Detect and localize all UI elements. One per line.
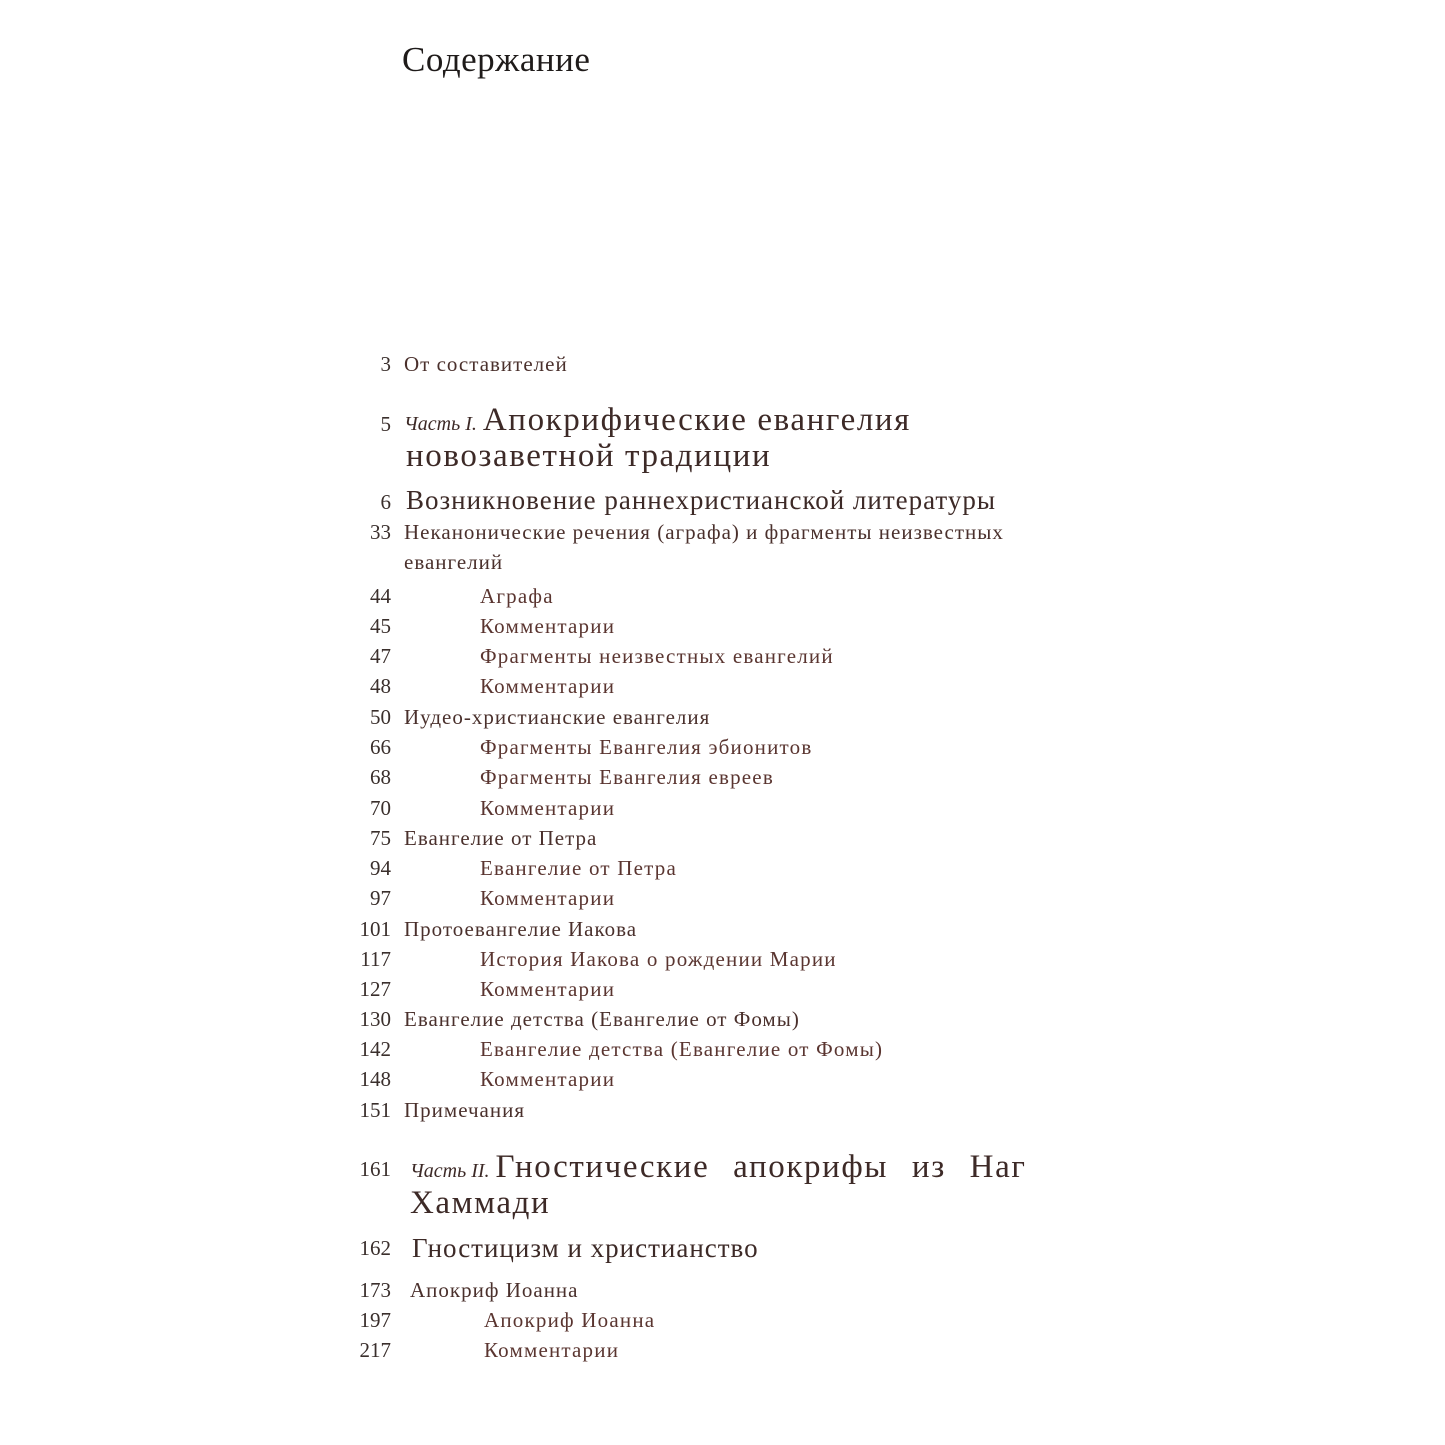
entry-label: Аграфа [480, 584, 554, 608]
page-number: 97 [370, 886, 391, 910]
page-number: 50 [370, 705, 391, 729]
page-number: 66 [370, 735, 391, 759]
page-number: 173 [359, 1278, 391, 1302]
entry-label: Комментарии [480, 796, 616, 820]
page-number: 130 [359, 1007, 391, 1031]
entry-label: Евангелие от Петра [404, 826, 598, 850]
page-title: Содержание [402, 40, 591, 79]
entry-label: Гностицизм и христианство [412, 1233, 759, 1263]
page-number: 47 [370, 644, 391, 668]
page-number: 94 [370, 856, 391, 880]
entry-label: Комментарии [480, 614, 616, 638]
part-label: Часть I. [404, 413, 477, 435]
part-title-line2: Хаммади [410, 1185, 551, 1221]
page-number: 75 [370, 826, 391, 850]
page-number: 197 [359, 1308, 391, 1332]
page-number: 151 [359, 1098, 391, 1122]
entry-label: История Иакова о рождении Марии [480, 947, 837, 971]
page-number: 162 [359, 1236, 391, 1260]
part-heading [404, 402, 911, 439]
page-number: 217 [359, 1338, 391, 1362]
page-number: 101 [359, 917, 391, 941]
entry-label: Возникновение раннехристианской литературы [406, 485, 996, 515]
page-number: 117 [360, 947, 391, 971]
part-heading [410, 1149, 1027, 1186]
page-number: 70 [370, 796, 391, 820]
entry-label: Евангелие детства (Евангелие от Фомы) [480, 1037, 884, 1061]
page-number: 5 [380, 412, 391, 436]
entry-label: Апокриф Иоанна [410, 1278, 579, 1302]
entry-label: Фрагменты Евангелия евреев [480, 765, 774, 789]
page-number: 44 [370, 584, 391, 608]
page-number: 48 [370, 674, 391, 698]
entry-label: Комментарии [480, 1067, 616, 1091]
entry-label: Евангелие детства (Евангелие от Фомы) [404, 1007, 800, 1031]
entry-label-line2: евангелий [404, 550, 504, 574]
entry-label: От составителей [404, 352, 568, 376]
entry-label-line1: Неканонические речения (аграфа) и фрагменты неизвестных [404, 520, 1004, 544]
page-number: 68 [370, 765, 391, 789]
part-label: Часть II. [410, 1160, 490, 1182]
page-number: 142 [359, 1037, 391, 1061]
entry-label: Комментарии [480, 977, 616, 1001]
entry-label: Евангелие от Петра [480, 856, 677, 880]
page-number: 6 [380, 490, 391, 514]
page-number: 161 [359, 1157, 391, 1181]
entry-label: Иудео-христианские евангелия [404, 705, 711, 729]
entry-label: Фрагменты неизвестных евангелий [480, 644, 834, 668]
part-title-line1: Гностические апокрифы из Наг [495, 1149, 1027, 1185]
page-number: 45 [370, 614, 391, 638]
page-number: 127 [359, 977, 391, 1001]
page-number: 148 [359, 1067, 391, 1091]
entry-label: Комментарии [480, 674, 616, 698]
entry-label: Примечания [404, 1098, 526, 1122]
entry-label: Комментарии [480, 886, 616, 910]
page-number: 3 [380, 352, 391, 376]
part-title-line1: Апокрифические евангелия [482, 402, 911, 438]
entry-label: Фрагменты Евангелия эбионитов [480, 735, 813, 759]
entry-label: Комментарии [484, 1338, 620, 1362]
entry-label: Протоевангелие Иакова [404, 917, 638, 941]
page-number: 33 [370, 520, 391, 544]
part-title-line2: новозаветной традиции [406, 438, 772, 474]
entry-label: Апокриф Иоанна [484, 1308, 656, 1332]
